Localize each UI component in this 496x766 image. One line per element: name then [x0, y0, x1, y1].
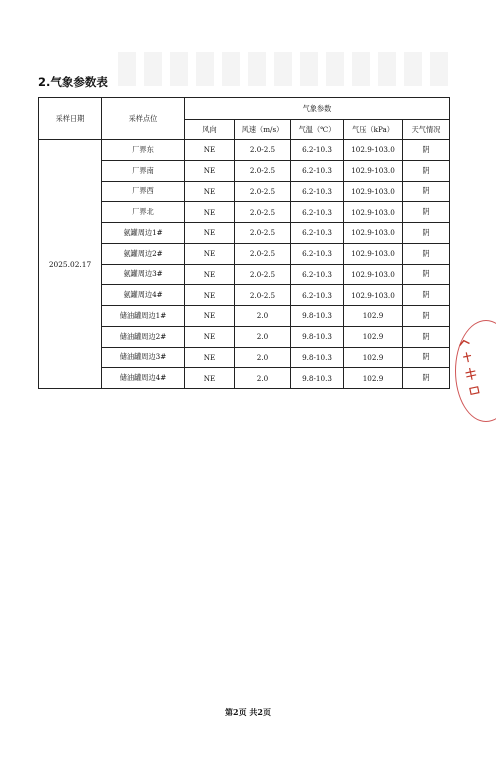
cell-sampling-point: 氨罐周边1# — [102, 223, 185, 244]
cell-weather: 阴 — [403, 368, 450, 389]
cell-pressure: 102.9-103.0 — [344, 264, 403, 285]
header-sampling-point: 采样点位 — [102, 98, 185, 140]
cell-sampling-point: 氨罐周边4# — [102, 285, 185, 306]
cell-wind-speed: 2.0-2.5 — [235, 243, 291, 264]
cell-temperature: 6.2-10.3 — [291, 160, 344, 181]
cell-temperature: 6.2-10.3 — [291, 140, 344, 161]
cell-temperature: 9.8-10.3 — [291, 306, 344, 327]
cell-wind-direction: NE — [185, 202, 235, 223]
cell-temperature: 6.2-10.3 — [291, 285, 344, 306]
cell-pressure: 102.9-103.0 — [344, 202, 403, 223]
cell-wind-speed: 2.0-2.5 — [235, 181, 291, 202]
cell-sampling-point: 储油罐周边3# — [102, 347, 185, 368]
cell-temperature: 6.2-10.3 — [291, 223, 344, 244]
cell-pressure: 102.9 — [344, 306, 403, 327]
header-pressure: 气压（kPa） — [344, 120, 403, 140]
cell-sampling-point: 储油罐周边2# — [102, 326, 185, 347]
header-wind-direction: 风向 — [185, 120, 235, 140]
cell-wind-direction: NE — [185, 140, 235, 161]
cell-wind-direction: NE — [185, 306, 235, 327]
header-wind-speed: 风速（m/s） — [235, 120, 291, 140]
cell-weather: 阴 — [403, 264, 450, 285]
cell-weather: 阴 — [403, 326, 450, 347]
section-title: 2.气象参数表 — [38, 75, 108, 89]
cell-weather: 阴 — [403, 202, 450, 223]
cell-wind-speed: 2.0-2.5 — [235, 223, 291, 244]
cell-wind-direction: NE — [185, 264, 235, 285]
bleed-through-watermark — [118, 52, 448, 86]
cell-wind-speed: 2.0 — [235, 347, 291, 368]
cell-temperature: 9.8-10.3 — [291, 347, 344, 368]
cell-temperature: 9.8-10.3 — [291, 368, 344, 389]
cell-wind-direction: NE — [185, 160, 235, 181]
cell-wind-speed: 2.0-2.5 — [235, 160, 291, 181]
header-temperature: 气温（℃） — [291, 120, 344, 140]
cell-pressure: 102.9-103.0 — [344, 243, 403, 264]
cell-pressure: 102.9 — [344, 347, 403, 368]
cell-wind-speed: 2.0-2.5 — [235, 264, 291, 285]
cell-weather: 阴 — [403, 140, 450, 161]
cell-pressure: 102.9 — [344, 368, 403, 389]
cell-pressure: 102.9-103.0 — [344, 285, 403, 306]
table-body — [39, 140, 450, 389]
header-weather-condition: 天气情况 — [403, 120, 450, 140]
cell-pressure: 102.9 — [344, 326, 403, 347]
cell-wind-direction: NE — [185, 243, 235, 264]
table-row — [39, 140, 450, 161]
page-footer: 第2页 共2页 — [225, 707, 271, 717]
cell-wind-direction: NE — [185, 285, 235, 306]
cell-pressure: 102.9-103.0 — [344, 181, 403, 202]
cell-pressure: 102.9-103.0 — [344, 140, 403, 161]
cell-wind-direction: NE — [185, 368, 235, 389]
cell-weather: 阴 — [403, 347, 450, 368]
cell-weather: 阴 — [403, 243, 450, 264]
cell-pressure: 102.9-103.0 — [344, 160, 403, 181]
cell-wind-direction: NE — [185, 347, 235, 368]
cell-temperature: 6.2-10.3 — [291, 264, 344, 285]
cell-weather: 阴 — [403, 181, 450, 202]
cell-wind-speed: 2.0 — [235, 306, 291, 327]
cell-wind-speed: 2.0-2.5 — [235, 140, 291, 161]
weather-parameters-table — [38, 97, 450, 389]
cell-pressure: 102.9-103.0 — [344, 223, 403, 244]
cell-temperature: 6.2-10.3 — [291, 181, 344, 202]
header-weather-parameters: 气象参数 — [185, 98, 450, 120]
cell-sampling-point: 厂界南 — [102, 160, 185, 181]
cell-sampling-point: 氨罐周边2# — [102, 243, 185, 264]
cell-sampling-date: 2025.02.17 — [39, 140, 102, 389]
cell-wind-speed: 2.0 — [235, 326, 291, 347]
cell-wind-direction: NE — [185, 223, 235, 244]
cell-weather: 阴 — [403, 160, 450, 181]
cell-weather: 阴 — [403, 306, 450, 327]
cell-weather: 阴 — [403, 285, 450, 306]
cell-sampling-point: 储油罐周边1# — [102, 306, 185, 327]
cell-weather: 阴 — [403, 223, 450, 244]
cell-sampling-point: 厂界西 — [102, 181, 185, 202]
cell-wind-speed: 2.0-2.5 — [235, 285, 291, 306]
cell-wind-speed: 2.0-2.5 — [235, 202, 291, 223]
cell-temperature: 9.8-10.3 — [291, 326, 344, 347]
cell-temperature: 6.2-10.3 — [291, 202, 344, 223]
cell-wind-speed: 2.0 — [235, 368, 291, 389]
cell-sampling-point: 厂界北 — [102, 202, 185, 223]
cell-wind-direction: NE — [185, 181, 235, 202]
cell-sampling-point: 厂界东 — [102, 140, 185, 161]
cell-wind-direction: NE — [185, 326, 235, 347]
cell-sampling-point: 氨罐周边3# — [102, 264, 185, 285]
header-sampling-date: 采样日期 — [39, 98, 102, 140]
cell-temperature: 6.2-10.3 — [291, 243, 344, 264]
cell-sampling-point: 储油罐周边4# — [102, 368, 185, 389]
